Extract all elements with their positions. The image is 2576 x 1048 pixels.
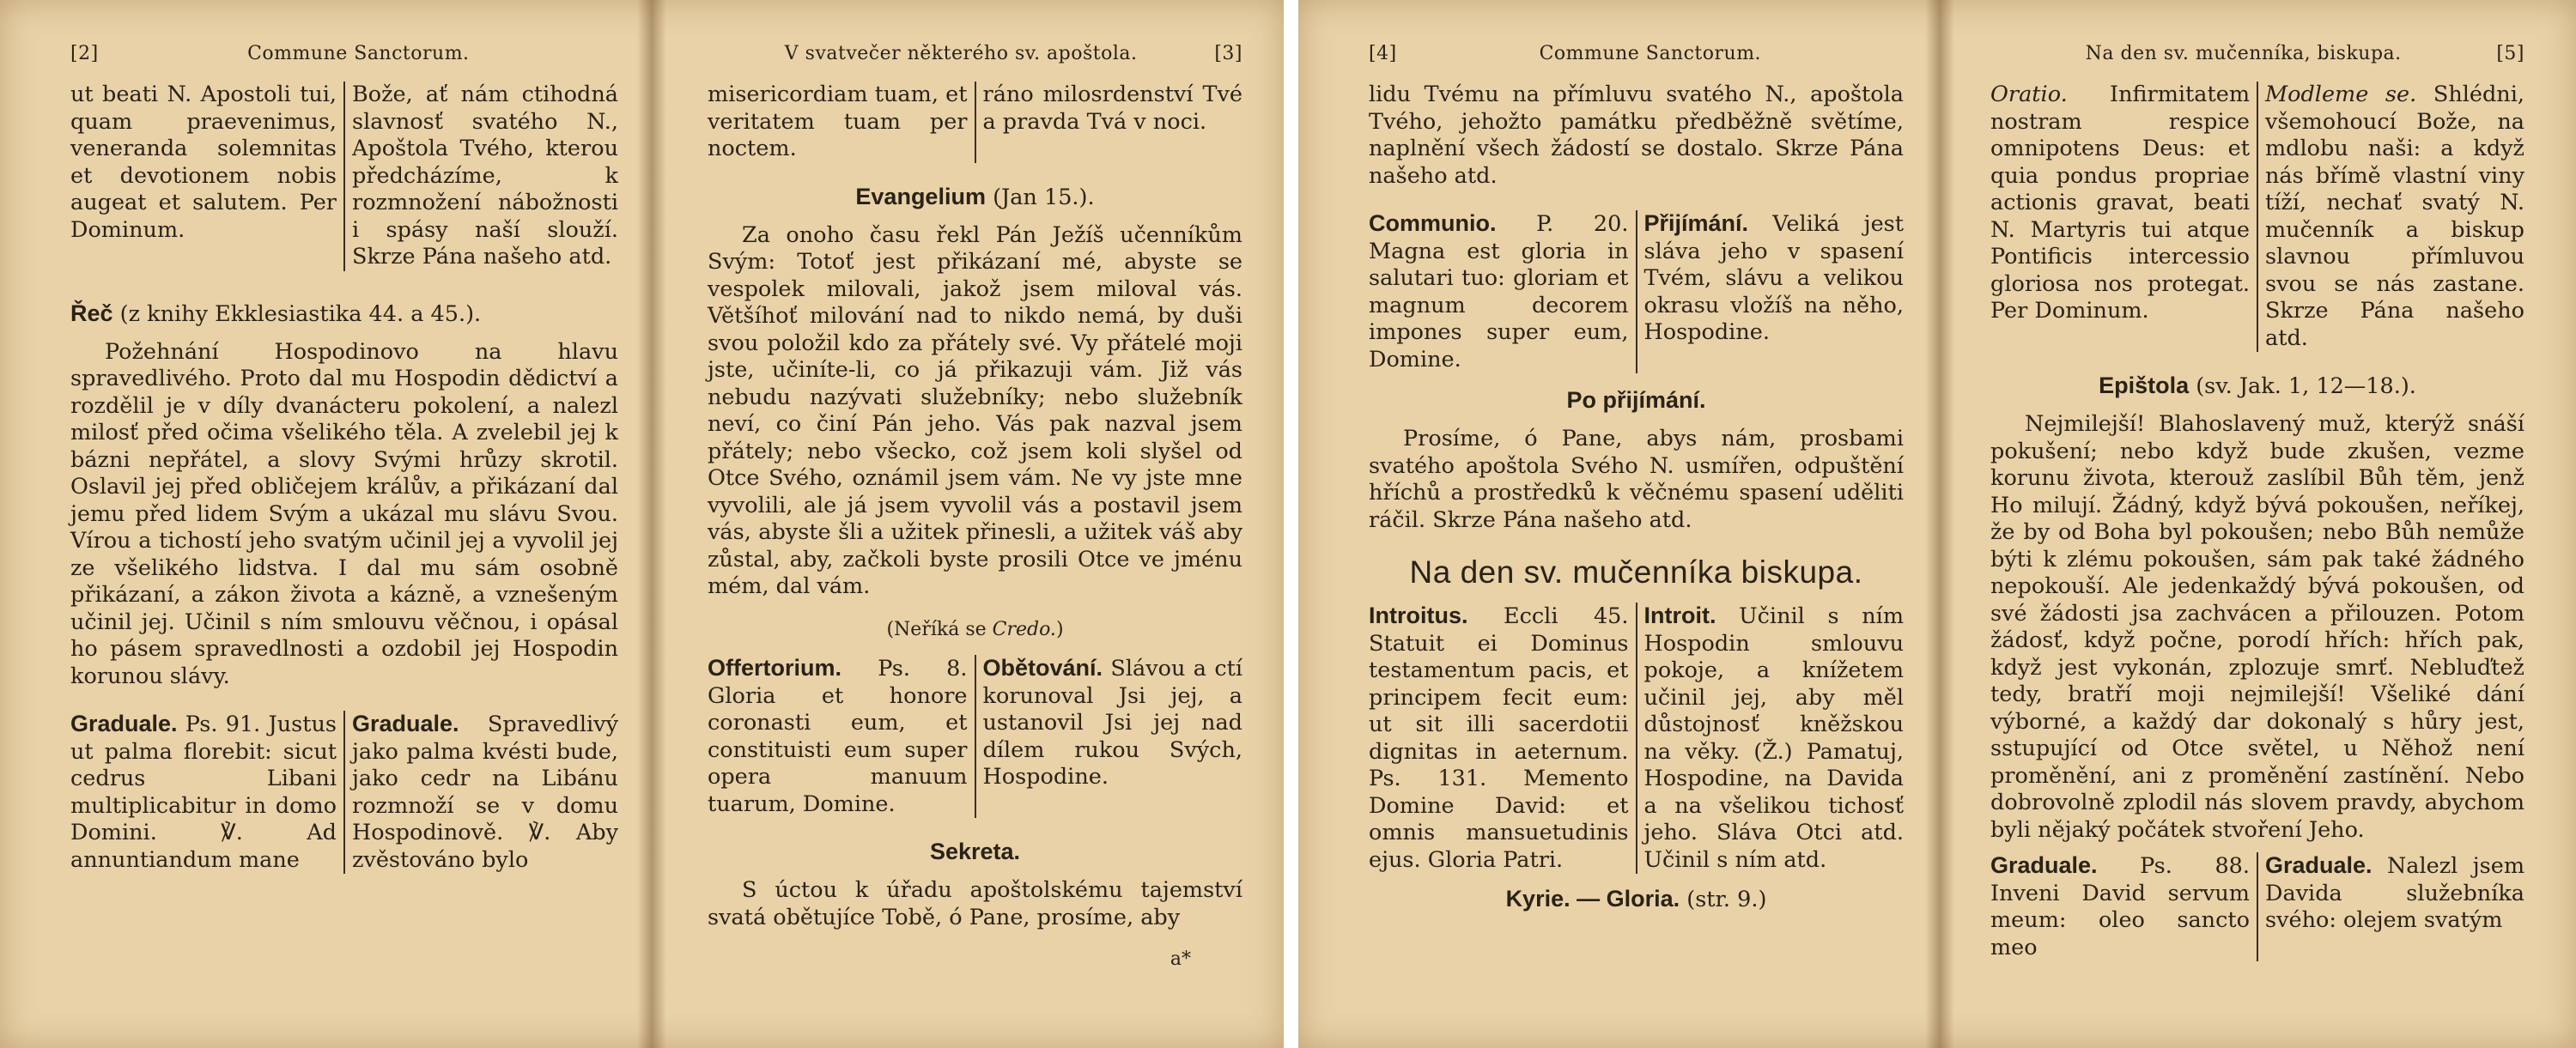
offertory-columns	[708, 655, 1242, 818]
section-heading-sekreta	[708, 839, 1242, 865]
reading-text: Za onoho času řekl Pán Ježíš učenníkům Svým: Totoť jest přikázaní mé, abyste se vespolek milovali, jakož jsem miloval vás. Většíhoť milování nad to nikdo nemá, by duši svou položil kdo za přátely své. Vy přátelé moji jste, učiníte-li, co já přikazuji vám. Již vás nebudu nazývati služebníky; nebo služebník neví, co činí Pán jeho. Vás pak nazval jsem přátely; nebo všecko, což jsem koli slyšel od Otce Svého, oznámil jsem vám. Ne vy jste mne vyvolili, ale já jsem vyvolil vás a postavil jsem vás, abyste šli a užitek přinesli, a užitek váš aby zůstal, aby, začkoli byste prosili Otce ve jménu mém, dal vám.	[708, 221, 1242, 599]
section-title: Graduale.	[1990, 852, 2098, 878]
reading-text: Nejmilejší! Blahoslavený muž, kterýž snáší pokušení; nebo když bude zkušen, vezme korunu života, kterouž zaslíbil Bůh těm, jenž Ho milují. Žádný, když bývá pokoušen, neříkej, že by od Boha byl pokoušen; nebo Bůh nemůže býti k zlému pokoušen, sám pak také žádného nepokouší. Ale jedenkaždý bývá pokoušen, od své žádosti jsa zachvácen a přilouzen. Potom žádosť, když počne, porodí hřích: hřích pak, když jest vykonán, zplozuje smrť. Nebluďtež tedy, bratří moji nejmilejší! Všeliké dání výborné, a každý dar dokonalý s hůry jest, sstupující od Otce světel, u Něhož není proměnění, ani z proměnění zastínění. Nebo dobrovolně zplodil nás slovem pravdy, abychom byli nějaký počátek stvoření Jeho.	[1990, 411, 2524, 843]
section-title: Po přijímání.	[1566, 387, 1706, 413]
latin-column	[708, 655, 976, 818]
latin-column	[1990, 82, 2258, 352]
section-reference: (sv. Jak. 1, 12—18.).	[2196, 373, 2416, 399]
page-number: [3]	[1214, 43, 1242, 64]
graduale-columns	[1990, 852, 2524, 961]
page-number: [5]	[2496, 43, 2524, 64]
column-text: Statuit ei Dominus testamentum pacis, et principem fecit eum: ut sit illi sacerdotii dignitas in aeternum. Ps. 131. Memento Domine David: et omnis mansuetudinis ejus. Gloria Patri.	[1369, 630, 1629, 873]
section-title: Graduale.	[352, 711, 459, 736]
column-text: Infirmitatem nostram respice omnipotens Deus: et quia pondus propriae actionis gravat, beati N. Martyris tui atque Pontificis intercessio gloriosa nos protegat. Per Dominum.	[1990, 82, 2250, 324]
latin-column	[70, 711, 345, 874]
section-title: Obětování.	[982, 655, 1103, 681]
section-reference: Ps. 91.	[185, 712, 261, 737]
section-title: Graduale.	[2265, 852, 2372, 878]
section-title: Epištola	[2099, 373, 2190, 398]
right-page-spread	[1298, 0, 2576, 1048]
section-heading-evangelium	[708, 184, 1242, 210]
czech-column	[1637, 210, 1905, 373]
column-text: Inveni David servum meum: oleo sancto meo	[1990, 880, 2250, 960]
column-text: Spravedlivý jako palma kvésti bude, jako cedr na Libánu rozmnoží se v domu Hospodinově. ℣. Aby zvěstováno bylo	[352, 712, 618, 873]
introit-columns	[1369, 603, 1904, 874]
running-title: Commune Sanctorum.	[247, 43, 470, 64]
page-4	[1298, 0, 1938, 1048]
latin-column	[1369, 603, 1637, 874]
running-head	[70, 34, 618, 64]
section-reference: Eccli 45.	[1503, 603, 1629, 629]
page-2	[0, 0, 651, 1048]
running-title: Na den sv. mučenníka, biskupa.	[2085, 43, 2402, 64]
left-page-spread	[0, 0, 1284, 1048]
czech-column	[1637, 603, 1905, 874]
running-head	[1990, 34, 2524, 64]
section-heading-rec	[70, 300, 618, 327]
column-text: Shlédni, všemohoucí Bože, na mdlobu naši: a když nás břímě vlastní viny tíží, nechať svatý N. mučenník a biskup slavnou přímluvou svou se nás zastane. Skrze Pána našeho atd.	[2265, 82, 2524, 351]
czech-column	[345, 711, 618, 874]
section-title: Modleme se.	[2265, 82, 2417, 107]
section-title: Communio.	[1369, 210, 1497, 236]
czech-column	[2258, 852, 2524, 961]
column-text: Justus ut palma florebit: sicut cedrus Libani multiplicabitur in domo Domini. ℣. Ad annuntiandum mane	[70, 712, 337, 873]
section-title: Oratio.	[1990, 82, 2068, 107]
section-reference: Ps. 88.	[2140, 853, 2251, 879]
graduale-columns	[70, 711, 618, 874]
column-text: Gloria et honore coronasti eum, et constituisti eum super opera manuum tuarum, Domine.	[708, 682, 968, 817]
kyrie-line	[1369, 886, 1904, 912]
section-title: Evangelium	[855, 183, 986, 209]
column-text: Nalezl jsem Davida služebníka svého: olejem svatým	[2265, 853, 2524, 933]
latin-column	[1369, 210, 1637, 373]
page-number: [4]	[1369, 43, 1397, 64]
section-title: Graduale.	[70, 711, 178, 736]
section-heading-post-communion	[1369, 387, 1904, 414]
czech-column: ráno milosrdenství Tvé a pravda Tvá v noci.	[982, 82, 1242, 135]
oratio-columns	[1990, 82, 2524, 352]
running-title: V svatvečer některého sv. apoštola.	[784, 43, 1138, 64]
section-reference: (z knihy Ekklesiastika 44. a 45.).	[119, 300, 482, 327]
latin-column	[1990, 852, 2258, 961]
section-title: Sekreta.	[929, 839, 1021, 864]
page-3	[653, 0, 1284, 1048]
communion-columns	[1369, 210, 1904, 373]
feast-heading: Na den sv. mučenníka biskupa.	[1409, 554, 1863, 590]
czech-column	[976, 655, 1243, 818]
running-head	[1369, 34, 1904, 64]
section-title: Introit.	[1643, 603, 1716, 628]
section-reference: (str. 9.)	[1686, 887, 1767, 912]
column-text: Slávou a ctí korunoval Jsi jej, a ustanovil Jsi jej nad dílem rukou Svých, Hospodine.	[982, 656, 1242, 790]
rubric-text: )	[1055, 618, 1064, 640]
czech-column	[2258, 82, 2524, 352]
signature-mark: a*	[1170, 948, 1191, 970]
czech-column: Bože, ať nám ctihodná slavnosť svatého N., Apoštola Tvého, kterou předcházíme, k rozmnožení nábožnosti i spásy naší slouží. Skrze Pána našeho atd.	[352, 82, 618, 270]
section-heading-epistola	[1990, 373, 2524, 399]
column-text: Veliká jest sláva jeho v spasení Tvém, slávu a velikou okrasu vložíš na něho, Hospodine.	[1643, 211, 1904, 345]
section-title: Řeč	[70, 300, 113, 326]
running-title: Commune Sanctorum.	[1539, 43, 1762, 64]
page-5	[1939, 0, 2576, 1048]
page-number: [2]	[70, 43, 99, 64]
column-text: P. 20. Magna est gloria in salutari tuo: gloriam et magnum decorem impones super eum, Domine.	[1369, 211, 1629, 373]
prayer-columns	[708, 82, 1242, 163]
prayer-columns	[70, 82, 618, 271]
latin-column: misericordiam tuam, et veritatem tuam per noctem.	[708, 82, 976, 163]
section-title: Kyrie. — Gloria.	[1505, 886, 1680, 912]
reading-text: lidu Tvému na přímluvu svatého N., apoštola Tvého, jehožto památku předběžně světíme, naplnění všech žádostí se dostalo. Skrze Pána našeho atd.	[1369, 82, 1904, 189]
latin-column: ut beati N. Apostoli tui, quam praevenimus, veneranda solemnitas et devotionem nobis augeat et salutem. Per Dominum.	[70, 82, 345, 271]
reading-text: S úctou k úřadu apoštolskému tajemství svatá obětujíce Tobě, ó Pane, prosíme, aby	[708, 877, 1242, 930]
column-text: Učinil s ním Hospodin smlouvu pokoje, a knížetem učinil jej, aby měl důstojnosť kněžskou na věky. (Ž.) Pamatuj, Hospodine, na Davida a na všelikou tichosť jeho. Sláva Otci atd. Učinil s ním atd.	[1643, 603, 1904, 873]
section-reference: (Jan 15.).	[993, 184, 1095, 210]
reading-text: Požehnání Hospodinovo na hlavu spravedlivého. Proto dal mu Hospodin dědictví a rozdělil je v díly dvanácteru pokolení, a nalezl milosť před očima všelikého těla. A zvelebil jej k bázni nepřátel, a slovy Svými hrůzy skrotil. Oslavil jej před obličejem králův, a přikázaní dal jemu před lidem Svým a ukázal mu slávu Svou. Vírou a tichostí jeho svatým učinil jej a vyvolil jej ze všelikého lidstva. I dal mu sám osobně přikázaní, a zákon života a kázně, a vznešeným učinil jej. Učinil s ním smlouvu věčnou, i opásal ho pásem spravedlnosti a ozdobil jej Hospodin korunou slávy.	[70, 338, 618, 689]
section-title: Offertorium.	[708, 655, 842, 681]
rubric-italic: Credo.	[992, 618, 1056, 640]
reading-text: Prosíme, ó Pane, abys nám, prosbami svatého apoštola Svého N. usmířen, odpuštění hříchů a prostředků k věčnému spasení uděliti ráčil. Skrze Pána našeho atd.	[1369, 426, 1904, 533]
section-title: Přijímání.	[1643, 210, 1749, 236]
running-head	[708, 34, 1242, 64]
section-reference: Ps. 8.	[878, 656, 968, 682]
rubric-note	[708, 616, 1242, 644]
rubric-text: (Neříká se	[886, 618, 993, 640]
section-title: Introitus.	[1369, 603, 1468, 628]
